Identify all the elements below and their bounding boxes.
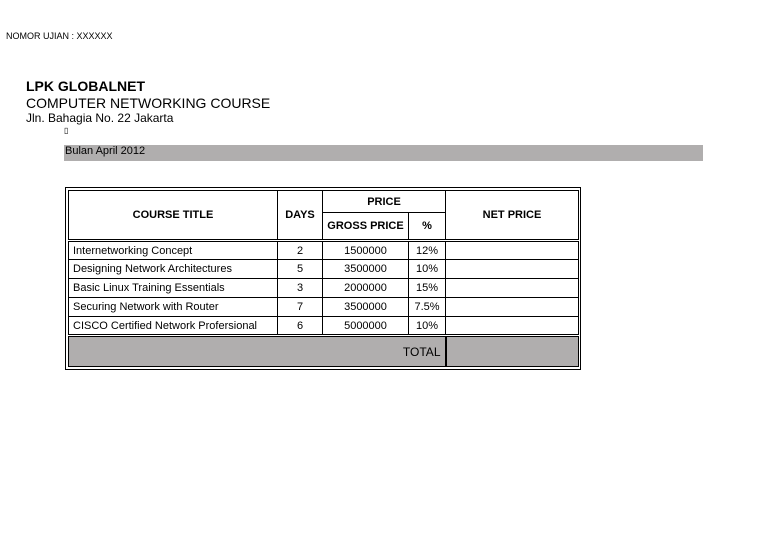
table-row <box>69 279 579 298</box>
cell-days: 5 <box>278 260 323 279</box>
organization-name: LPK GLOBALNET <box>26 78 145 94</box>
total-label: TOTAL <box>69 336 446 367</box>
cell-days: 3 <box>278 279 323 298</box>
cell-net-price[interactable] <box>446 279 579 298</box>
cell-gross-price: 3500000 <box>323 298 409 317</box>
cell-net-price[interactable] <box>446 298 579 317</box>
price-table <box>68 190 579 367</box>
cell-course-title: Internetworking Concept <box>69 241 278 260</box>
cell-gross-price: 3500000 <box>323 260 409 279</box>
header-course-title: COURSE TITLE <box>69 191 278 241</box>
cell-percent: 12% <box>409 241 446 260</box>
total-value[interactable] <box>446 336 579 367</box>
header-gross-price: GROSS PRICE <box>323 213 409 241</box>
table-row <box>69 298 579 317</box>
exam-number: NOMOR UJIAN : XXXXXX <box>6 31 113 41</box>
cell-gross-price: 5000000 <box>323 317 409 336</box>
table-row <box>69 241 579 260</box>
address: Jln. Bahagia No. 22 Jakarta <box>26 111 174 125</box>
cell-gross-price: 2000000 <box>323 279 409 298</box>
cell-net-price[interactable] <box>446 317 579 336</box>
cell-days: 7 <box>278 298 323 317</box>
cell-percent: 7.5% <box>409 298 446 317</box>
header-percent: % <box>409 213 446 241</box>
cell-course-title: CISCO Certified Network Profersional <box>69 317 278 336</box>
cell-percent: 10% <box>409 317 446 336</box>
month-bar <box>64 145 703 161</box>
cell-percent: 15% <box>409 279 446 298</box>
cell-course-title: Basic Linux Training Essentials <box>69 279 278 298</box>
course-name: COMPUTER NETWORKING COURSE <box>26 95 271 111</box>
cell-percent: 10% <box>409 260 446 279</box>
month-label: Bulan April 2012 <box>65 145 146 157</box>
placeholder-glyph: ▯ <box>64 126 69 135</box>
cell-course-title: Securing Network with Router <box>69 298 278 317</box>
header-days: DAYS <box>278 191 323 241</box>
price-table-frame <box>65 187 581 370</box>
total-row <box>69 336 579 367</box>
table-row <box>69 260 579 279</box>
cell-days: 2 <box>278 241 323 260</box>
cell-net-price[interactable] <box>446 241 579 260</box>
header-net-price: NET PRICE <box>446 191 579 241</box>
cell-days: 6 <box>278 317 323 336</box>
table-row <box>69 317 579 336</box>
header-price: PRICE <box>323 191 446 213</box>
cell-net-price[interactable] <box>446 260 579 279</box>
cell-gross-price: 1500000 <box>323 241 409 260</box>
cell-course-title: Designing Network Architectures <box>69 260 278 279</box>
